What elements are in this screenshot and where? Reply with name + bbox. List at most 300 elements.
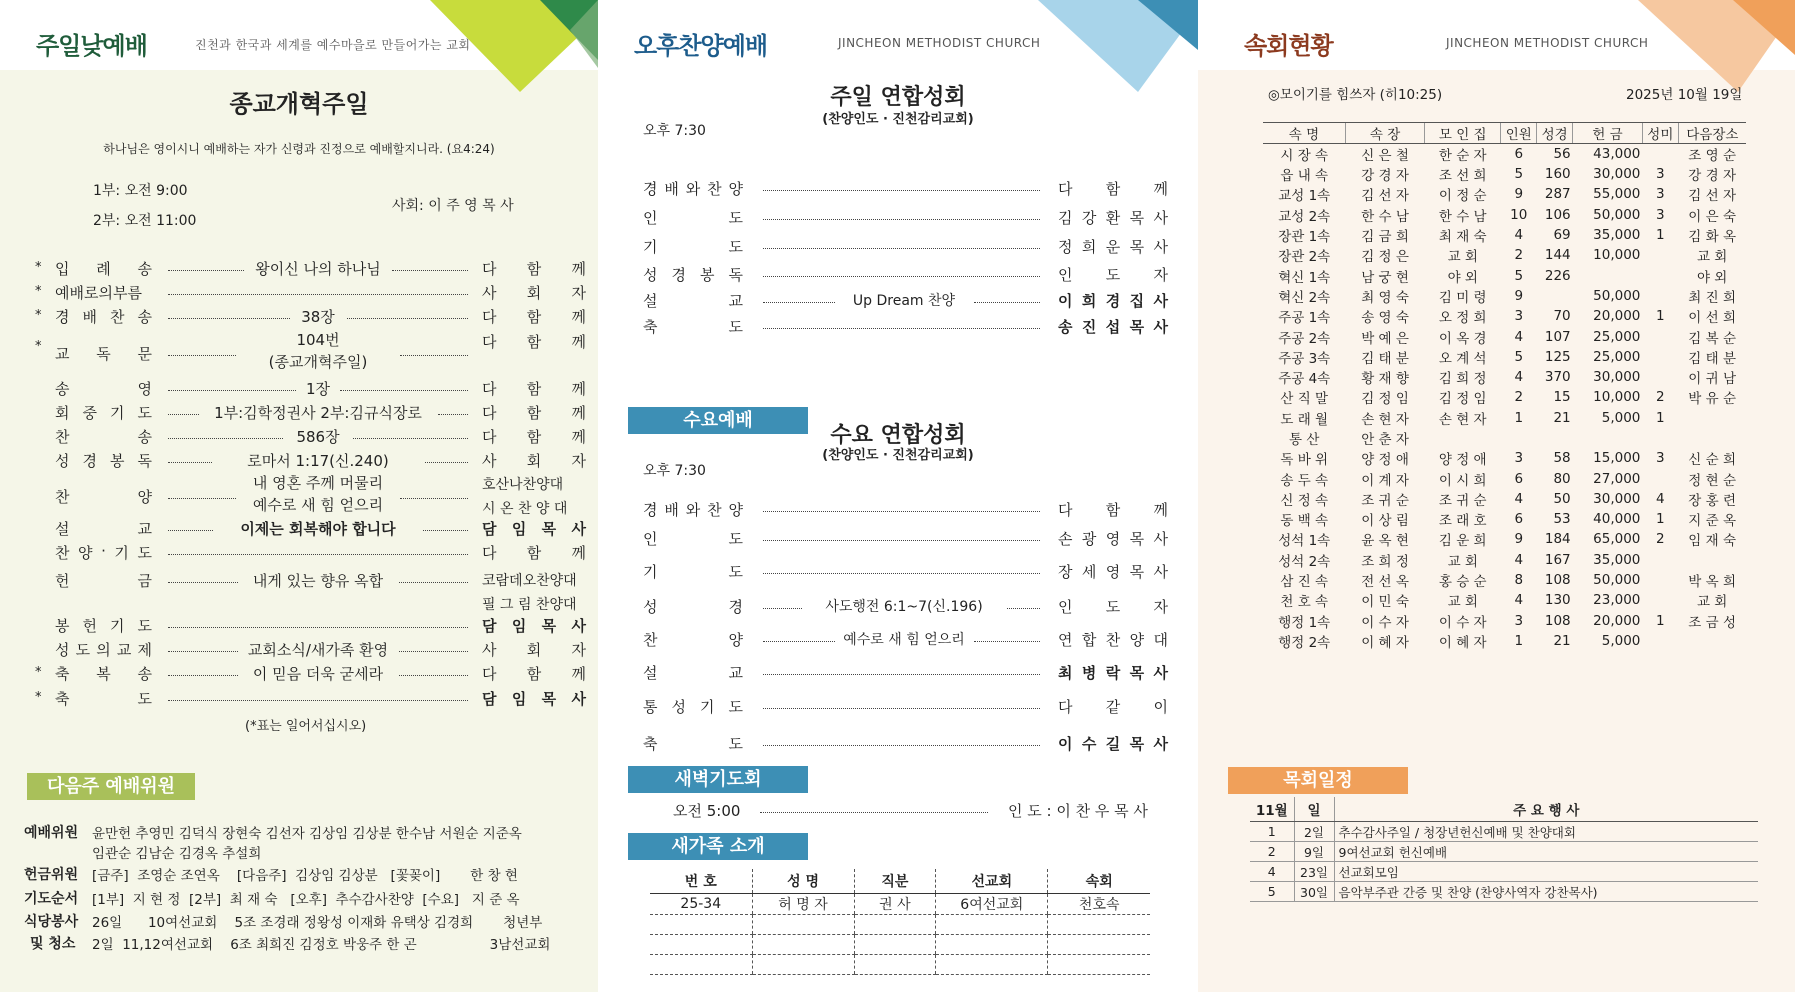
order-item-name: [643, 696, 743, 717]
order-item-leader-text: 다 함 께: [482, 333, 586, 351]
table-cell: 53: [1553, 511, 1571, 528]
order-item-name-text: 교 독 문: [55, 345, 152, 363]
table-cell: 125: [1544, 348, 1571, 365]
table-cell: [1642, 326, 1678, 346]
order-item-leader: [1058, 662, 1168, 683]
order-item-name-text: 통 성 기 도: [643, 698, 743, 716]
table-cell: 양 정 애: [1361, 452, 1409, 469]
table-cell: 양 정 애: [1438, 452, 1487, 469]
table-cell: 최 진 희: [1688, 289, 1737, 306]
table-cell: 5,000: [1601, 409, 1641, 426]
table-cell: 조 영 순: [1688, 148, 1737, 164]
table-cell: 15,000: [1593, 450, 1641, 467]
order-item-name: [55, 402, 152, 423]
order-item-leader: [482, 518, 586, 539]
table-cell: 한 수 남: [1438, 208, 1487, 225]
table-cell: 25,000: [1593, 328, 1641, 345]
table-cell: 이 귀 남: [1688, 371, 1737, 388]
order-item-name-text: 설 교: [55, 520, 152, 538]
order-item-leader: [1058, 178, 1168, 199]
table-cell: 23,000: [1593, 592, 1641, 609]
order-item-leader-text: 담 임 목 사: [482, 520, 586, 538]
order-row: [0, 542, 598, 564]
table-cell: 이 계 자: [1361, 472, 1409, 489]
table-cell: 김 운 희: [1438, 533, 1487, 550]
table-cell: 조 선 희: [1438, 168, 1487, 185]
table-cell: 108: [1544, 612, 1571, 629]
table-row: [1263, 245, 1746, 265]
table-cell: 이 은 숙: [1688, 208, 1737, 225]
table-cell: 천 호 속: [1280, 594, 1329, 611]
order-row: [0, 378, 598, 400]
order-item-leader: [1058, 290, 1168, 311]
order-item-name: [55, 258, 152, 279]
order-item-content: 이제는 회복해야 합니다: [240, 520, 396, 538]
table-cell: 홍 승 순: [1438, 574, 1487, 591]
order-item-leader-text: 사 회 자: [482, 284, 586, 302]
order-item-name-text: 경 배 와 찬 양: [643, 501, 743, 519]
table-cell: 106: [1544, 206, 1571, 223]
table-row: [1263, 590, 1746, 610]
table-cell: [650, 935, 752, 955]
table-row: [650, 894, 1150, 915]
order-item-name-text: 입 례 송: [55, 260, 152, 278]
order-item-leader: [482, 474, 586, 518]
order-item-content: 왕이신 나의 하나님: [255, 260, 381, 278]
table-cell: 6: [1514, 511, 1524, 528]
order-item-name: [55, 282, 152, 303]
order-item-leader-text: 다 함 께: [1058, 501, 1168, 519]
order-item-leader-text: 코람데오찬양대: [482, 573, 577, 589]
order-row: [0, 282, 598, 304]
panel-title: 오후찬양예배: [634, 32, 768, 60]
table-cell: 삼 진 속: [1280, 574, 1329, 591]
order-row: [598, 528, 1198, 550]
service-time-1: 1부: 오전 9:00: [93, 183, 188, 199]
order-item-leader: [1058, 236, 1168, 257]
leader-dots: [423, 530, 468, 531]
table-header-cell: 성경: [1537, 123, 1573, 144]
order-row: [598, 290, 1198, 312]
presider: 사회: 이 주 영 목 사: [392, 198, 514, 214]
table-cell: 50,000: [1593, 572, 1641, 589]
table-cell: 성석 1속: [1278, 533, 1331, 550]
order-item-name: [55, 343, 152, 364]
header: [1198, 0, 1795, 70]
order-item-name-text: 성 경 봉 독: [643, 266, 743, 284]
table-row: [650, 935, 1150, 955]
leader-dots: [340, 390, 468, 391]
table-cell: 9일: [1294, 842, 1334, 862]
table-cell: 15: [1553, 389, 1571, 406]
committee-label: 예배위원: [24, 825, 79, 841]
order-item-leader: [482, 426, 586, 447]
order-item-name: [643, 596, 743, 617]
table-cell: 김 정 임: [1438, 391, 1487, 408]
table-cell: 장관 2속: [1278, 249, 1331, 266]
order-item-leader-text: 정 희 운 목 사: [1058, 238, 1168, 256]
table-row: [1263, 205, 1746, 225]
order-item-name-text: 성 도 의 교 제: [55, 641, 152, 659]
table-cell: [1678, 408, 1746, 428]
table-cell: 김 태 분: [1361, 350, 1409, 367]
table-cell: [1642, 550, 1678, 570]
table-row: [1263, 225, 1746, 245]
order-item-leader: [1058, 733, 1168, 754]
table-header-cell: 주 요 행 사: [1334, 797, 1758, 822]
order-item-leader-text-2: 필 그 림 찬양대: [482, 597, 577, 613]
table-row: [1263, 326, 1746, 346]
table-cell: 130: [1544, 592, 1571, 609]
order-item-leader: [482, 663, 586, 684]
order-item-name-text: 기 도: [643, 238, 743, 256]
table-cell: 3: [1656, 450, 1665, 467]
committee-label: 및 청소: [30, 936, 76, 952]
table-cell: 25,000: [1593, 348, 1641, 365]
table-cell: [1642, 367, 1678, 387]
table-cell: 9: [1514, 186, 1524, 203]
order-item-leader-text: 다 함 께: [1058, 180, 1168, 198]
table-cell: [752, 915, 854, 935]
table-header-cell: 일: [1294, 797, 1334, 822]
table-cell: [1573, 428, 1643, 448]
table-cell: 1: [1656, 227, 1665, 244]
leader-dots: [168, 270, 244, 271]
table-row: [1263, 265, 1746, 285]
table-cell: [1642, 286, 1678, 306]
order-item-leader-text: 다 함 께: [482, 428, 586, 446]
table-cell: [854, 935, 936, 955]
table-row: [1263, 448, 1746, 468]
order-item-name: [55, 688, 152, 709]
order-item-name: [55, 450, 152, 471]
table-header-cell: 속회: [1048, 869, 1150, 894]
committee-text: [1부] 지 현 정 [2부] 최 재 숙 [오후] 추수감사찬양 [수요] 지 준 옥: [92, 892, 520, 908]
table-cell: 야 외: [1447, 269, 1478, 286]
order-item-leader: [1058, 528, 1168, 549]
table-cell: 산 직 말: [1280, 391, 1329, 408]
table-cell: 김 복 순: [1688, 330, 1737, 347]
table-cell: [1501, 428, 1537, 448]
table-cell: 3: [1656, 166, 1665, 183]
table-cell: 1: [1656, 511, 1665, 528]
table-header-cell: 속 장: [1345, 123, 1424, 144]
order-item-content: 사도행전 6:1~7(신.196): [825, 599, 983, 615]
order-item-leader: [482, 282, 586, 303]
table-row: [1250, 882, 1758, 902]
table-cell: 김 희 정: [1438, 371, 1487, 388]
dawn-prayer-label: 새벽기도회: [628, 766, 808, 793]
order-item-name: [55, 639, 152, 660]
table-row: [1263, 286, 1746, 306]
table-cell: 조 귀 순: [1438, 492, 1487, 509]
order-row: [0, 306, 598, 328]
sunday-service-time: 오후 7:30: [643, 123, 706, 139]
table-cell: 강 경 자: [1361, 168, 1409, 185]
table-cell: 50,000: [1593, 287, 1641, 304]
table-cell: 3: [1656, 206, 1665, 223]
table-cell: 전 선 옥: [1361, 574, 1409, 591]
order-item-name: [643, 561, 743, 582]
table-header-cell: 선교회: [936, 869, 1048, 894]
table-cell: 107: [1544, 328, 1571, 345]
table-cell: 5: [1514, 267, 1524, 284]
order-item-name-text: 찬 양 · 기 도: [55, 542, 152, 562]
order-item-leader: [1058, 561, 1168, 582]
order-row: [0, 333, 598, 377]
table-cell: 20,000: [1593, 612, 1641, 629]
table-cell: 2일: [1294, 822, 1334, 842]
table-cell: 권 사: [854, 894, 936, 915]
table-row: [1263, 347, 1746, 367]
table-cell: 30일: [1294, 882, 1334, 902]
order-item-name-text: 축 도: [643, 735, 743, 753]
table-cell: 3: [1514, 612, 1524, 629]
table-cell: [854, 915, 936, 935]
wednesday-title: 수요 연합성회: [830, 423, 966, 448]
table-row: [650, 955, 1150, 975]
leader-dots: [763, 219, 1040, 220]
table-cell: 주공 1속: [1278, 310, 1331, 327]
order-item-content-2: 예수로 새 힘 얻으리: [252, 496, 384, 514]
table-row: [1263, 387, 1746, 407]
committee-text: 윤만헌 추영민 김덕식 장현숙 김선자 김상임 김상분 한수남 서원순 지준옥: [92, 826, 522, 842]
table-cell: 황 재 향: [1361, 371, 1409, 388]
order-item-content: 586장: [296, 428, 340, 446]
table-cell: 김 선 자: [1688, 188, 1737, 205]
order-item-leader-text: 다 함 께: [482, 544, 586, 562]
order-row: [598, 316, 1198, 338]
table-cell: 4: [1514, 551, 1524, 568]
table-cell: 이 상 림: [1361, 513, 1409, 530]
order-item-leader-text: 최 병 락 목 사: [1058, 664, 1168, 682]
order-item-name: [55, 486, 152, 507]
table-header-cell: 속 명: [1263, 123, 1345, 144]
table-cell: [752, 955, 854, 975]
table-row: [1263, 550, 1746, 570]
committee-label: 헌금위원: [24, 867, 79, 883]
leader-dots: [763, 708, 1040, 709]
leader-dots: [763, 276, 1040, 277]
table-cell: 25-34: [650, 894, 752, 915]
order-row: [598, 662, 1198, 684]
table-cell: 144: [1544, 247, 1571, 264]
table-cell: 226: [1544, 267, 1571, 284]
table-cell: [1048, 915, 1150, 935]
table-header-cell: 성 명: [752, 869, 854, 894]
table-cell: [1048, 935, 1150, 955]
leader-dots: [763, 540, 1040, 541]
table-cell: 6여선교회: [936, 894, 1048, 915]
order-item-name: [643, 207, 743, 228]
table-header-cell: 인원: [1501, 123, 1537, 144]
table-cell: 손 현 자: [1438, 411, 1487, 428]
order-item-leader: [482, 615, 586, 636]
table-cell: 1: [1656, 612, 1665, 629]
table-cell: [1642, 428, 1678, 448]
order-item-name-text: 경 배 찬 송: [55, 308, 152, 326]
order-item-name: [643, 499, 743, 520]
leader-dots: [763, 608, 802, 609]
table-cell: 160: [1544, 166, 1571, 183]
table-cell: 4: [1514, 328, 1524, 345]
table-cell: 6: [1514, 470, 1524, 487]
table-cell: 김 선 자: [1361, 188, 1409, 205]
table-cell: [936, 935, 1048, 955]
table-cell: 6: [1514, 146, 1524, 162]
table-cell: 이 선 희: [1688, 310, 1737, 327]
table-header-cell: 직분: [854, 869, 936, 894]
table-cell: 55,000: [1593, 186, 1641, 203]
table-cell: 3: [1656, 186, 1665, 203]
header-triangle-decoration: [430, 0, 598, 92]
panel-title: 주일낮예배: [36, 32, 147, 60]
table-cell: 10,000: [1593, 389, 1641, 406]
table-row: [1263, 509, 1746, 529]
table-cell: [1642, 245, 1678, 265]
table-cell: 최 재 숙: [1438, 229, 1487, 246]
table-cell: 30,000: [1593, 490, 1641, 507]
order-row: [0, 615, 598, 637]
table-cell: 58: [1553, 450, 1571, 467]
table-cell: [1642, 631, 1678, 651]
committee-text: 26일 10여선교회 5조 조경래 정왕성 이재화 유택상 김경희 청년부: [92, 915, 543, 931]
table-cell: 이 정 순: [1438, 188, 1487, 205]
table-cell: 행정 2속: [1278, 634, 1331, 651]
table-cell: 한 수 남: [1361, 208, 1409, 225]
order-item-name: [643, 178, 743, 199]
order-item-name-text: 회 중 기 도: [55, 404, 152, 422]
schedule-table: [1250, 797, 1758, 902]
leader-dots: [399, 582, 469, 583]
order-row: [598, 561, 1198, 583]
table-cell: [936, 955, 1048, 975]
order-item-leader-text: 다 함 께: [482, 380, 586, 398]
table-cell: 혁신 1속: [1278, 269, 1331, 286]
order-item-name: [643, 236, 743, 257]
table-cell: 3: [1514, 308, 1524, 325]
leader-dots: [168, 414, 199, 415]
table-cell: 3: [1514, 450, 1524, 467]
table-cell: 남 궁 현: [1361, 269, 1409, 286]
order-item-leader-text: 김 강 환 목 사: [1058, 209, 1168, 227]
wednesday-subtitle: (찬양인도 · 진천감리교회): [822, 448, 974, 463]
table-cell: 손 현 자: [1361, 411, 1409, 428]
table-cell: [1642, 590, 1678, 610]
order-item-name: [643, 528, 743, 549]
table-cell: [1642, 144, 1678, 165]
order-item-name-text: 설 교: [643, 664, 743, 682]
table-cell: 교성 1속: [1278, 188, 1331, 205]
table-cell: 4: [1656, 490, 1665, 507]
standing-mark: *: [35, 339, 42, 354]
table-cell: 40,000: [1593, 511, 1641, 528]
table-cell: 동 백 속: [1280, 513, 1329, 530]
order-item-content-2: (종교개혁주일): [268, 353, 368, 371]
table-cell: [1537, 428, 1573, 448]
order-row: [0, 476, 598, 520]
order-item-name: [55, 663, 152, 684]
order-item-leader-text: 손 광 영 목 사: [1058, 530, 1168, 548]
table-cell: 김 태 분: [1688, 350, 1737, 367]
table-row: [1263, 144, 1746, 165]
table-cell: 21: [1553, 409, 1571, 426]
leader-dots: [763, 674, 1040, 675]
order-item-content: 예수로 새 힘 얻으리: [843, 632, 965, 648]
order-item-name-text: 성 경 봉 독: [55, 452, 152, 470]
report-date: 2025년 10월 19일: [1626, 87, 1743, 103]
order-item-leader-text: 장 세 영 목 사: [1058, 563, 1168, 581]
order-row: [0, 426, 598, 448]
order-row: [598, 629, 1198, 651]
table-cell: 21: [1553, 632, 1571, 649]
table-cell: 108: [1544, 572, 1571, 589]
table-cell: 20,000: [1593, 308, 1641, 325]
table-cell: 장관 1속: [1278, 229, 1331, 246]
leader-dots: [763, 511, 1040, 512]
order-item-leader-text: 인 도 자: [1058, 266, 1168, 284]
order-item-leader: [482, 258, 586, 279]
order-item-name-text: 축 도: [55, 690, 152, 708]
order-item-leader: [482, 331, 586, 352]
order-row: [0, 518, 598, 540]
leader-dots: [974, 302, 1041, 303]
sunday-service-title: 주일 연합성회: [830, 85, 966, 110]
table-cell: [1048, 955, 1150, 975]
table-cell: [1642, 468, 1678, 488]
table-cell: [650, 915, 752, 935]
order-item-leader: [1058, 264, 1168, 285]
leader-dots: [763, 641, 835, 642]
table-cell: 교 회: [1447, 594, 1478, 611]
order-item-leader-text: 연 합 찬 양 대: [1058, 631, 1168, 649]
order-item-name-text: 기 도: [643, 563, 743, 581]
table-cell: 허 명 자: [752, 894, 854, 915]
leader-dots: [763, 573, 1040, 574]
table-cell: 오 정 희: [1438, 310, 1487, 327]
committee-label: 식당봉사: [24, 914, 79, 930]
table-cell: 음악부주관 간증 및 찬양 (찬양사역자 강찬목사): [1334, 882, 1758, 902]
order-item-content: 내게 있는 향유 옥합: [252, 572, 384, 590]
table-cell: 23일: [1294, 862, 1334, 882]
table-cell: 이 혜 자: [1438, 634, 1487, 651]
table-cell: 9: [1514, 287, 1524, 304]
order-item-content: 1부:김학정권사 2부:김규식장로: [214, 404, 422, 422]
order-item-name-text: 찬 양: [643, 631, 743, 649]
panel-subtitle: JINCHEON METHODIST CHURCH: [838, 36, 1041, 50]
order-item-leader-text: 다 함 께: [482, 404, 586, 422]
order-item-leader-text: 이 수 길 목 사: [1058, 735, 1168, 753]
table-cell: 1: [1514, 632, 1524, 649]
table-cell: 정 현 순: [1688, 472, 1737, 489]
committee-text: 2일 11,12여선교회 6조 최희진 김정호 박웅주 한 곤 3남선교회: [92, 937, 551, 953]
table-cell: 4: [1514, 369, 1524, 386]
table-header-cell: 모 인 집: [1425, 123, 1501, 144]
leader-dots: [168, 294, 468, 295]
table-row: [1263, 631, 1746, 651]
table-header-cell: 헌 금: [1573, 123, 1643, 144]
table-row: [1263, 611, 1746, 631]
table-cell: 안 춘 자: [1361, 432, 1409, 448]
leader-dots: [168, 651, 238, 652]
table-cell: 박 옥 희: [1688, 574, 1737, 591]
table-cell: 읍 내 속: [1280, 168, 1329, 185]
leader-dots: [353, 438, 468, 439]
table-row: [1263, 570, 1746, 590]
table-cell: 4: [1514, 592, 1524, 609]
order-item-content: 1장: [305, 380, 331, 398]
table-cell: 김 금 희: [1361, 229, 1409, 246]
